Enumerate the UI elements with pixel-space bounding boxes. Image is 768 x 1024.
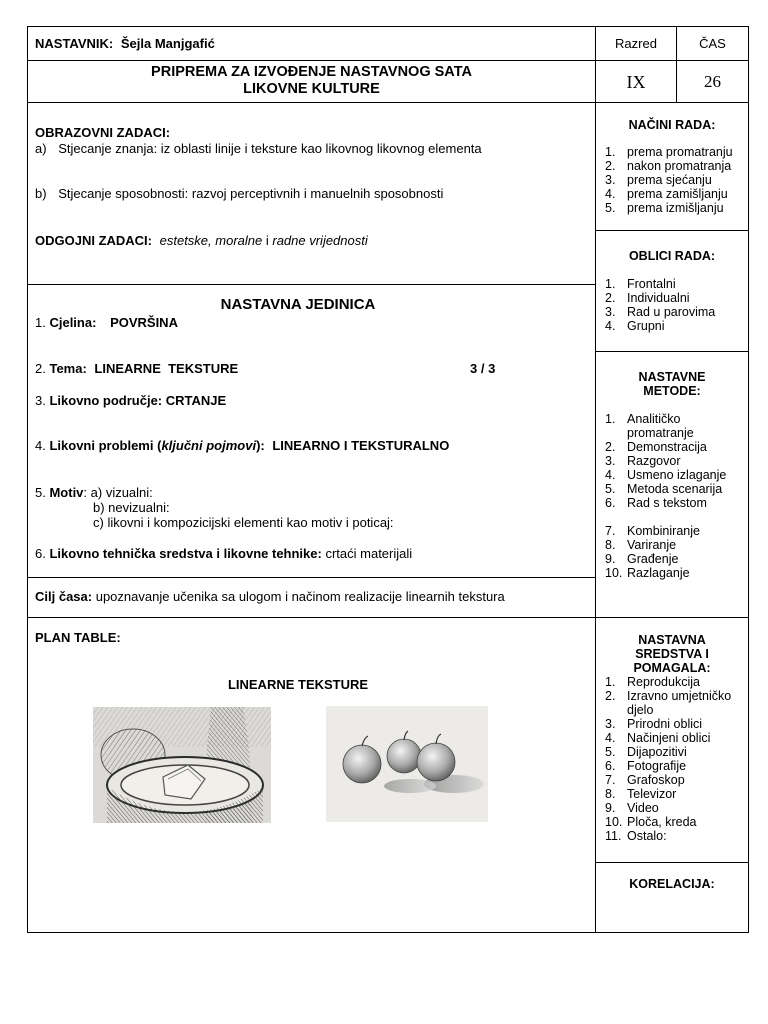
metode-title — [596, 370, 748, 398]
page-title — [28, 64, 595, 98]
list-item — [605, 305, 747, 319]
nacini-title: NAČINI RADA: — [628, 118, 716, 132]
table-row-divider — [27, 60, 749, 61]
list-item-text: Rad u parovima — [627, 305, 716, 319]
podrucje-value: CRTANJE — [165, 393, 227, 408]
list-item-number: 1. — [605, 412, 616, 426]
edu-task-a — [35, 141, 482, 156]
list-item-number: 8. — [605, 787, 616, 801]
list-item-number: 3. — [605, 454, 616, 468]
task-a-text: Stjecanje znanja: iz oblasti linije i teksture kao likovnog likovnog elementa — [58, 141, 482, 156]
oblici-title: OBLICI RADA: — [628, 249, 716, 263]
task-b-text: Stjecanje sposobnosti: razvoj perceptivnih i manuelnih sposobnosti — [58, 186, 444, 201]
list-item — [605, 787, 747, 801]
still-life-sketch-svg — [93, 707, 271, 823]
list-item-number: 1. — [605, 675, 616, 689]
problemi-label-c: ): — [256, 438, 265, 453]
list-item — [605, 319, 747, 333]
unit-heading: NASTAVNA JEDINICA — [220, 296, 376, 313]
sredstva-title-line2: SREDSTVA I — [635, 647, 709, 661]
tema-value: LINEARNE TEKSTURE — [94, 361, 239, 376]
list-item-text: Razgovor — [627, 454, 681, 468]
sredstva-list — [605, 675, 747, 843]
list-item-text: nakon promatranja — [627, 159, 732, 173]
list-item-text: Dijapozitivi — [627, 745, 687, 759]
list-item — [605, 566, 743, 580]
list-item-number: 7. — [605, 524, 616, 538]
list-item-text: Demonstracija — [627, 440, 707, 454]
table-row-divider — [27, 577, 595, 578]
list-item-text: Analitičko promatranje — [627, 412, 694, 440]
table-row-divider — [27, 617, 749, 618]
problemi-num: 4. — [35, 438, 46, 453]
goal-line — [35, 589, 505, 604]
list-item — [605, 291, 747, 305]
list-item — [605, 187, 747, 201]
oblici-list — [605, 277, 747, 333]
table-border-right — [748, 26, 749, 933]
list-item-number: 8. — [605, 538, 616, 552]
goal-text: upoznavanje učenika sa ulogom i načinom realizacije linearnih tekstura — [95, 589, 505, 604]
list-item — [605, 689, 747, 717]
list-item-text: Izravno umjetničko djelo — [627, 689, 732, 717]
sredstva-title-line1: NASTAVNA — [638, 633, 706, 647]
list-item — [605, 440, 743, 454]
sredstva-title-line3: POMAGALA: — [633, 661, 711, 675]
list-item-number: 4. — [605, 468, 616, 482]
upbr-tasks-label: ODGOJNI ZADACI: — [35, 233, 152, 248]
list-item-number: 5. — [605, 745, 616, 759]
list-item-number: 4. — [605, 187, 616, 201]
page-title-line1: PRIPREMA ZA IZVOĐENJE NASTAVNOG SATA — [151, 64, 472, 80]
list-item — [605, 801, 747, 815]
list-item-text: Televizor — [627, 787, 677, 801]
table-row-divider — [595, 862, 749, 863]
podrucje-num: 3. — [35, 393, 46, 408]
lesson-label: ČAS — [699, 36, 726, 51]
motiv-num: 5. — [35, 485, 46, 500]
list-item-text: Kombiniranje — [627, 524, 700, 538]
tema-num: 2. — [35, 361, 46, 376]
cjelina-num: 1. — [35, 315, 46, 330]
list-item — [605, 731, 747, 745]
list-item-text: prema promatranju — [627, 145, 733, 159]
problemi-label-b: ključni pojmovi — [161, 438, 257, 453]
list-item-text: Fotografije — [627, 759, 687, 773]
unit-motiv-c: c) likovni i kompozicijski elementi kao motiv i poticaj: — [93, 515, 394, 530]
list-item-number: 10. — [605, 815, 623, 829]
table-border-bottom — [27, 932, 749, 933]
list-item-text: Metoda scenarija — [627, 482, 723, 496]
list-item-text: Načinjeni oblici — [627, 731, 711, 745]
list-item-number: 6. — [605, 759, 616, 773]
metode-list — [605, 412, 743, 510]
motiv-a: : a) vizualni: — [83, 485, 153, 500]
list-item — [605, 773, 747, 787]
list-item-text: Prirodni oblici — [627, 717, 703, 731]
unit-sredstva — [35, 546, 412, 561]
list-item — [605, 538, 743, 552]
list-item-number: 2. — [605, 440, 616, 454]
page-title-line2: LIKOVNE KULTURE — [243, 81, 380, 97]
list-item-number: 5. — [605, 482, 616, 496]
list-item — [605, 468, 743, 482]
metode-title-line1: NASTAVNE — [638, 370, 706, 384]
list-item — [605, 454, 743, 468]
sredstva-value: crtaći materijali — [325, 546, 413, 561]
list-item-number: 5. — [605, 201, 616, 215]
unit-problemi — [35, 438, 449, 453]
metode-title-line2: METODE: — [643, 384, 701, 398]
list-item-number: 3. — [605, 717, 616, 731]
list-item — [605, 524, 743, 538]
list-item — [605, 552, 743, 566]
still-life-sketch — [93, 707, 271, 823]
list-item-number: 11. — [605, 829, 622, 843]
list-item — [605, 829, 747, 843]
goal-label: Cilj časa: — [35, 589, 93, 604]
task-b-prefix: b) — [35, 186, 47, 201]
teacher-name: Šejla Manjgafić — [120, 36, 215, 51]
list-item-number: 2. — [605, 159, 616, 173]
list-item — [605, 412, 743, 440]
class-label: Razred — [615, 36, 657, 51]
list-item — [605, 482, 743, 496]
list-item-number: 4. — [605, 731, 616, 745]
list-item — [605, 277, 747, 291]
list-item-text: Variranje — [627, 538, 677, 552]
list-item-text: Rad s tekstom — [627, 496, 707, 510]
list-item-text: Individualni — [627, 291, 690, 305]
list-item-text: Usmeno izlaganje — [627, 468, 727, 482]
podrucje-label: Likovno područje: — [49, 393, 163, 408]
motiv-label: Motiv — [49, 485, 84, 500]
edu-task-b — [35, 186, 443, 201]
list-item-text: Video — [627, 801, 659, 815]
list-item — [605, 745, 747, 759]
unit-motiv-a — [35, 485, 153, 500]
teacher-line — [35, 36, 215, 51]
table-row-divider — [27, 102, 749, 103]
list-item-number: 4. — [605, 319, 616, 333]
tema-count: 3 / 3 — [470, 361, 496, 376]
list-item-text: prema sjećanju — [627, 173, 712, 187]
list-item-text: Reprodukcija — [627, 675, 700, 689]
unit-podrucje — [35, 393, 226, 408]
unit-tema — [35, 361, 238, 376]
list-item-text: prema zamišljanju — [627, 187, 728, 201]
list-item-number: 7. — [605, 773, 616, 787]
upbr-tasks-part3: radne vrijednosti — [272, 233, 368, 248]
table-column-divider — [595, 26, 596, 933]
unit-motiv-b: b) nevizualni: — [93, 500, 170, 515]
list-item-number: 2. — [605, 291, 616, 305]
plan-title: LINEARNE TEKSTURE — [227, 677, 369, 692]
problemi-value: LINEARNO I TEKSTURALNO — [272, 438, 450, 453]
table-border-left — [27, 26, 28, 933]
upbr-tasks — [35, 233, 368, 248]
list-item — [605, 201, 747, 215]
list-item-number: 3. — [605, 305, 616, 319]
list-item-number: 10. — [605, 566, 623, 580]
list-item — [605, 759, 747, 773]
list-item-number: 1. — [605, 145, 616, 159]
list-item-text: Ostalo: — [627, 829, 667, 843]
list-item-text: Razlaganje — [627, 566, 690, 580]
lesson-value: 26 — [704, 72, 721, 91]
edu-tasks-label: OBRAZOVNI ZADACI: — [35, 125, 171, 140]
sredstva-title — [596, 633, 748, 675]
list-item-text: Ploča, kreda — [627, 815, 697, 829]
sredstva-label: Likovno tehnička sredstva i likovne tehnike: — [49, 546, 322, 561]
list-item-number: 9. — [605, 801, 616, 815]
table-row-divider — [595, 351, 749, 352]
list-item — [605, 675, 747, 689]
list-item-number: 3. — [605, 173, 616, 187]
list-item-number: 2. — [605, 689, 616, 703]
list-item-text: Građenje — [627, 552, 679, 566]
list-item-number: 6. — [605, 496, 616, 510]
table-row-divider — [27, 284, 595, 285]
list-item-text: prema izmišljanju — [627, 201, 724, 215]
korelacija-title: KORELACIJA: — [629, 877, 715, 891]
metode-list-2 — [605, 524, 743, 580]
list-item-text: Grafoskop — [627, 773, 685, 787]
list-item-text: Frontalni — [627, 277, 676, 291]
list-item — [605, 173, 747, 187]
list-item — [605, 815, 747, 829]
list-item — [605, 145, 747, 159]
list-item — [605, 717, 747, 731]
table-border-top — [27, 26, 749, 27]
list-item-number: 9. — [605, 552, 616, 566]
upbr-tasks-part2: i — [262, 233, 273, 248]
list-item — [605, 159, 747, 173]
task-a-prefix: a) — [35, 141, 47, 156]
upbr-tasks-part1: estetske, moralne — [159, 233, 263, 248]
teacher-label: NASTAVNIK: — [35, 36, 114, 51]
problemi-label-a: Likovni problemi ( — [49, 438, 162, 453]
cjelina-label: Cjelina: — [49, 315, 97, 330]
apples-sketch-svg — [326, 706, 488, 822]
list-item-text: Grupni — [627, 319, 665, 333]
list-item — [605, 496, 743, 510]
class-value: IX — [626, 72, 646, 92]
nacini-list — [605, 145, 747, 215]
apples-sketch — [326, 706, 488, 822]
cjelina-value: POVRŠINA — [110, 315, 178, 330]
unit-cjelina — [35, 315, 178, 330]
table-row-divider — [595, 230, 749, 231]
list-item-number: 1. — [605, 277, 616, 291]
plan-label: PLAN TABLE: — [35, 630, 121, 645]
tema-label: Tema: — [49, 361, 87, 376]
sredstva-num: 6. — [35, 546, 46, 561]
